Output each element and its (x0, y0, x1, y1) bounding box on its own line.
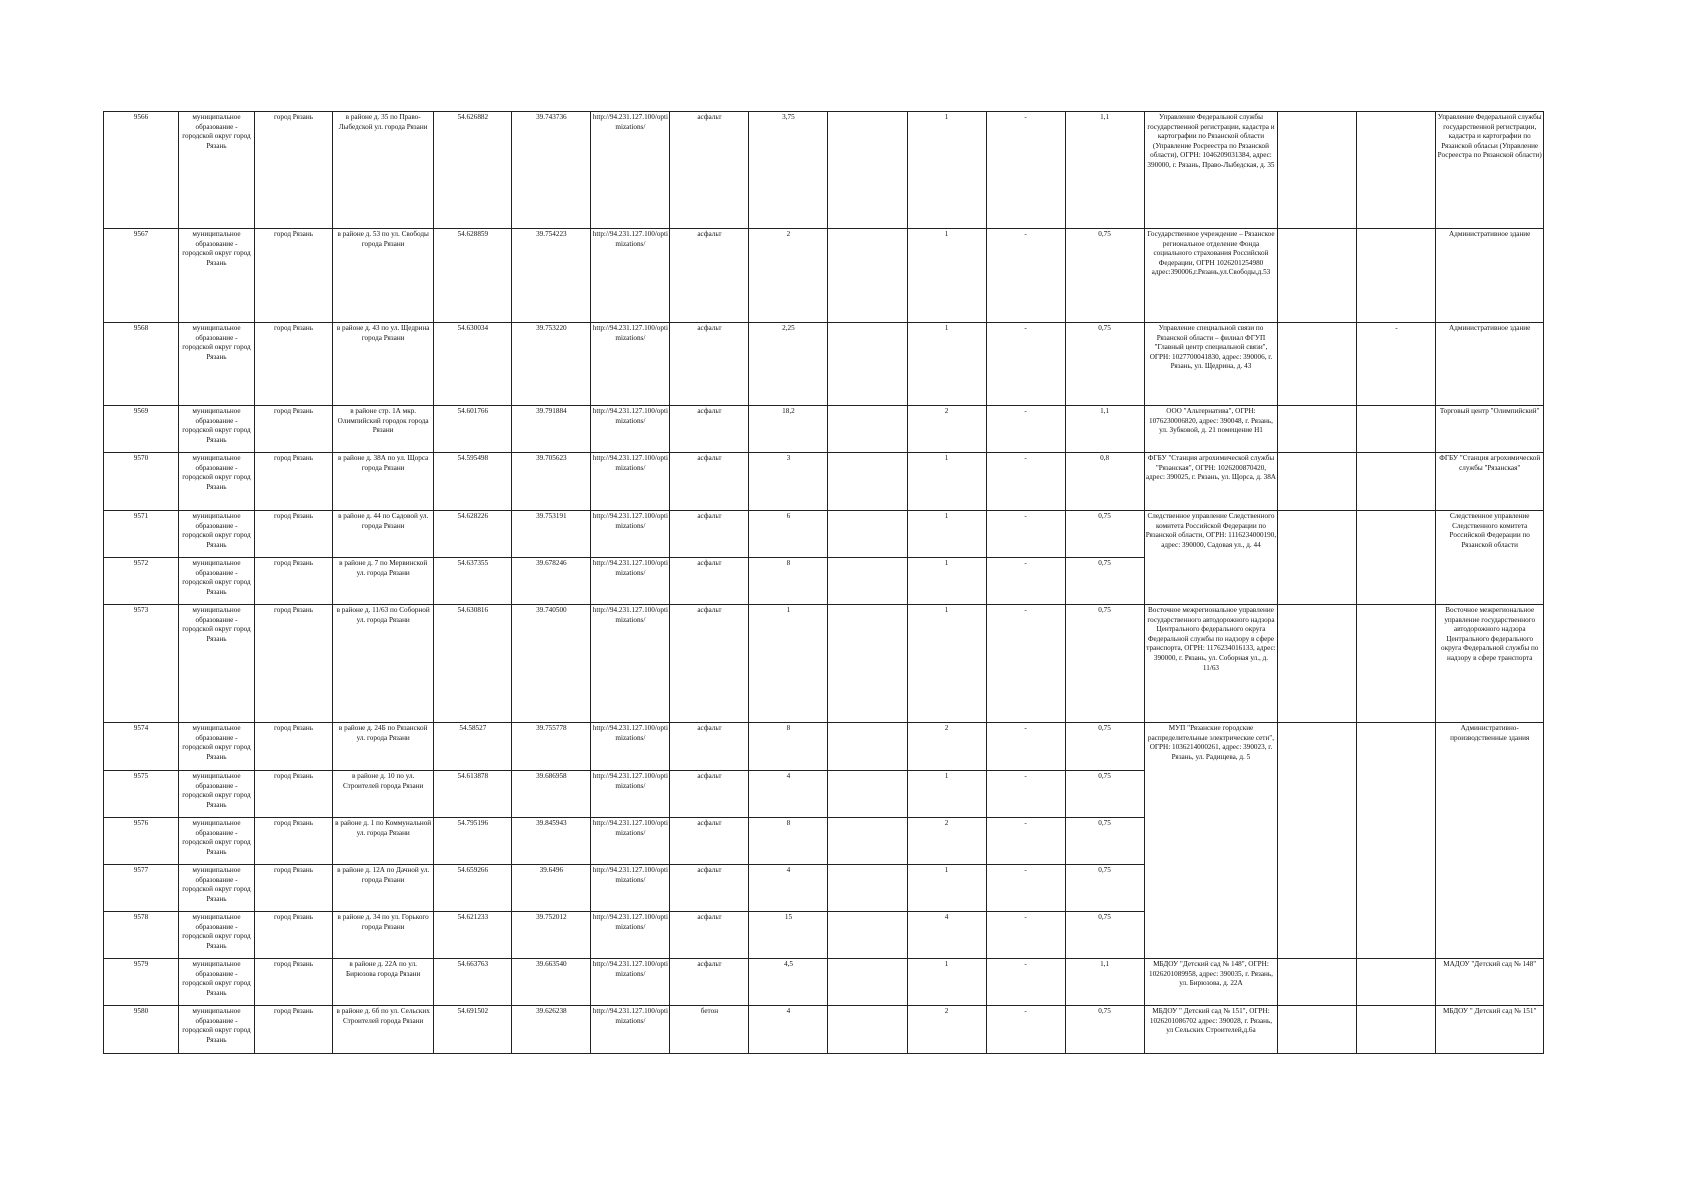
surface-type: асфальт (670, 723, 749, 771)
longitude: 39.754223 (512, 229, 591, 323)
row-number: 9570 (104, 453, 179, 511)
table-row (104, 959, 1544, 1006)
container-count: 2 (907, 406, 986, 453)
column-15 (1278, 453, 1357, 511)
container-volume: 0,75 (1065, 511, 1144, 558)
map-link: http://94.231.127.100/optimizations/ (591, 818, 670, 865)
municipality: муниципальное образование - городской округ город Рязань (178, 818, 254, 865)
area: 4 (749, 771, 828, 818)
address: в районе д. 24Б по Рязанской ул. города Рязани (333, 723, 434, 771)
settlement: город Рязань (254, 912, 332, 959)
address: в районе д. 6б по ул. Сельских Строителей города Рязани (333, 1006, 434, 1054)
column-10 (828, 912, 907, 959)
owner-info: Управление Федеральной службы государственной регистрации, кадастра и картографии по Рязанской области (Управление Росреестра по Рязанской области), ОГРН: 1046209031384, адрес: 390000, г. Рязань, Право-Лыбедская, д. 35 (1144, 112, 1278, 229)
owner-info: МУП "Рязанские городские распределительные электрические сети", ОГРН: 1036214000261, адрес: 390023, г. Рязань, ул. Радищева, д. 5 (1144, 723, 1278, 959)
column-16 (1357, 511, 1436, 605)
address: в районе д. 53 по ул. Свободы города Рязани (333, 229, 434, 323)
longitude: 39.752012 (512, 912, 591, 959)
waste-source: Восточное межрегиональное управление государственного автодорожного надзора Центрального федерального округа Федеральной службы по надзору в сфере транспорта (1436, 605, 1544, 723)
map-link: http://94.231.127.100/optimizations/ (591, 112, 670, 229)
container-volume: 0,8 (1065, 453, 1144, 511)
municipality: муниципальное образование - городской округ город Рязань (178, 723, 254, 771)
municipality: муниципальное образование - городской округ город Рязань (178, 112, 254, 229)
table-row (104, 723, 1544, 771)
settlement: город Рязань (254, 959, 332, 1006)
latitude: 54.795196 (434, 818, 512, 865)
column-15 (1278, 323, 1357, 406)
column-15 (1278, 959, 1357, 1006)
table-row (104, 453, 1544, 511)
table-row (104, 605, 1544, 723)
table-row (104, 511, 1544, 558)
container-count: 1 (907, 771, 986, 818)
container-count: 2 (907, 818, 986, 865)
row-number: 9575 (104, 771, 179, 818)
municipality: муниципальное образование - городской округ город Рязань (178, 912, 254, 959)
column-10 (828, 323, 907, 406)
surface-type: асфальт (670, 605, 749, 723)
container-volume: 1,1 (1065, 406, 1144, 453)
column-10 (828, 818, 907, 865)
registry-table (103, 111, 1544, 1054)
surface-type: бетон (670, 1006, 749, 1054)
area: 4 (749, 865, 828, 912)
column-12: - (986, 959, 1065, 1006)
column-16 (1357, 959, 1436, 1006)
container-count: 1 (907, 511, 986, 558)
container-count: 4 (907, 912, 986, 959)
container-volume: 0,75 (1065, 558, 1144, 605)
container-volume: 0,75 (1065, 323, 1144, 406)
column-12: - (986, 771, 1065, 818)
column-15 (1278, 229, 1357, 323)
row-number: 9577 (104, 865, 179, 912)
address: в районе д. 43 по ул. Щедрина города Рязани (333, 323, 434, 406)
waste-source: Управление Федеральной службы государственной регистрации, кадастра и картографии по Рязанской обласьи (Управление Росреестра по Рязанской области) (1436, 112, 1544, 229)
municipality: муниципальное образование - городской округ город Рязань (178, 558, 254, 605)
area: 3 (749, 453, 828, 511)
container-volume: 0,75 (1065, 771, 1144, 818)
longitude: 39.755778 (512, 723, 591, 771)
area: 1 (749, 605, 828, 723)
container-volume: 0,75 (1065, 865, 1144, 912)
settlement: город Рязань (254, 112, 332, 229)
container-count: 1 (907, 558, 986, 605)
column-15 (1278, 1006, 1357, 1054)
owner-info: Управление специальной связи по Рязанской области – филиал ФГУП "Главный центр специальной связи", ОГРН: 1027700041830, адрес: 390006, г. Рязань, ул. Щедрина, д. 43 (1144, 323, 1278, 406)
settlement: город Рязань (254, 605, 332, 723)
settlement: город Рязань (254, 771, 332, 818)
column-10 (828, 1006, 907, 1054)
map-link: http://94.231.127.100/optimizations/ (591, 323, 670, 406)
area: 8 (749, 818, 828, 865)
column-10 (828, 959, 907, 1006)
owner-info: МБДОУ " Детский сад № 151", ОГРН: 1026201086702 адрес: 390028, г. Рязань, ул Сельских Строителей,д.6а (1144, 1006, 1278, 1054)
surface-type: асфальт (670, 511, 749, 558)
area: 2,25 (749, 323, 828, 406)
latitude: 54.630034 (434, 323, 512, 406)
owner-info: Следственное управление Следственного комитета Российской Федерации по Рязанской области, ОГРН: 1116234000190, адрес: 390000, Садовая ул., д. 44 (1144, 511, 1278, 605)
row-number: 9566 (104, 112, 179, 229)
municipality: муниципальное образование - городской округ город Рязань (178, 959, 254, 1006)
address: в районе д. 22А по ул. Бирюзова города Рязани (333, 959, 434, 1006)
waste-source: Административное здание (1436, 229, 1544, 323)
column-12: - (986, 818, 1065, 865)
waste-source: Административное здание (1436, 323, 1544, 406)
municipality: муниципальное образование - городской округ город Рязань (178, 453, 254, 511)
column-10 (828, 605, 907, 723)
surface-type: асфальт (670, 229, 749, 323)
column-15 (1278, 406, 1357, 453)
map-link: http://94.231.127.100/optimizations/ (591, 453, 670, 511)
surface-type: асфальт (670, 453, 749, 511)
container-count: 1 (907, 959, 986, 1006)
column-12: - (986, 229, 1065, 323)
address: в районе д. 12А по Дачной ул. города Рязани (333, 865, 434, 912)
surface-type: асфальт (670, 558, 749, 605)
longitude: 39.753220 (512, 323, 591, 406)
map-link: http://94.231.127.100/optimizations/ (591, 771, 670, 818)
row-number: 9576 (104, 818, 179, 865)
address: в районе д. 34 по ул. Горького города Рязани (333, 912, 434, 959)
column-12: - (986, 865, 1065, 912)
area: 8 (749, 558, 828, 605)
surface-type: асфальт (670, 865, 749, 912)
map-link: http://94.231.127.100/optimizations/ (591, 406, 670, 453)
latitude: 54.58527 (434, 723, 512, 771)
settlement: город Рязань (254, 406, 332, 453)
surface-type: асфальт (670, 818, 749, 865)
municipality: муниципальное образование - городской округ город Рязань (178, 771, 254, 818)
latitude: 54.628226 (434, 511, 512, 558)
longitude: 39.753191 (512, 511, 591, 558)
settlement: город Рязань (254, 453, 332, 511)
longitude: 39.740500 (512, 605, 591, 723)
row-number: 9579 (104, 959, 179, 1006)
column-15 (1278, 605, 1357, 723)
map-link: http://94.231.127.100/optimizations/ (591, 865, 670, 912)
municipality: муниципальное образование - городской округ город Рязань (178, 406, 254, 453)
longitude: 39.6496 (512, 865, 591, 912)
table-row (104, 406, 1544, 453)
column-15 (1278, 723, 1357, 959)
column-12: - (986, 912, 1065, 959)
row-number: 9574 (104, 723, 179, 771)
address: в районе д. 11/63 по Соборной ул. города Рязани (333, 605, 434, 723)
column-10 (828, 229, 907, 323)
municipality: муниципальное образование - городской округ город Рязань (178, 1006, 254, 1054)
row-number: 9573 (104, 605, 179, 723)
address: в районе стр. 1А мкр. Олимпийский городок города Рязани (333, 406, 434, 453)
area: 6 (749, 511, 828, 558)
surface-type: асфальт (670, 912, 749, 959)
longitude: 39.791884 (512, 406, 591, 453)
area: 4,5 (749, 959, 828, 1006)
container-count: 1 (907, 229, 986, 323)
surface-type: асфальт (670, 959, 749, 1006)
column-10 (828, 406, 907, 453)
address: в районе д. 7 по Мервинской ул. города Рязани (333, 558, 434, 605)
latitude: 54.628859 (434, 229, 512, 323)
row-number: 9568 (104, 323, 179, 406)
latitude: 54.621233 (434, 912, 512, 959)
column-10 (828, 865, 907, 912)
owner-info: Восточное межрегиональное управление государственного автодорожного надзора Центрального федерального округа Федеральной службы по надзору в сфере транспорта, ОГРН: 1176234016133, адрес: 390000, г. Рязань, ул. Соборная ул., д. 11/63 (1144, 605, 1278, 723)
column-15 (1278, 511, 1357, 605)
table-row (104, 1006, 1544, 1054)
container-volume: 0,75 (1065, 605, 1144, 723)
container-count: 1 (907, 112, 986, 229)
row-number: 9567 (104, 229, 179, 323)
column-12: - (986, 112, 1065, 229)
column-12: - (986, 323, 1065, 406)
address: в районе д. 38А по ул. Щорса города Рязани (333, 453, 434, 511)
row-number: 9578 (104, 912, 179, 959)
table-row (104, 229, 1544, 323)
column-10 (828, 558, 907, 605)
column-16 (1357, 406, 1436, 453)
owner-info: ФГБУ "Станция агрохимической службы "Рязанская", ОГРН: 1026200870420, адрес: 390025, г. Рязань, ул. Щорса, д. 38А (1144, 453, 1278, 511)
waste-source: МАДОУ "Детский сад № 148" (1436, 959, 1544, 1006)
container-count: 2 (907, 1006, 986, 1054)
container-volume: 0,75 (1065, 912, 1144, 959)
waste-source: Торговый центр "Олимпийский" (1436, 406, 1544, 453)
latitude: 54.595498 (434, 453, 512, 511)
address: в районе д. 44 по Садовой ул. города Рязани (333, 511, 434, 558)
surface-type: асфальт (670, 771, 749, 818)
latitude: 54.691502 (434, 1006, 512, 1054)
longitude: 39.686958 (512, 771, 591, 818)
map-link: http://94.231.127.100/optimizations/ (591, 1006, 670, 1054)
container-volume: 0,75 (1065, 229, 1144, 323)
column-12: - (986, 723, 1065, 771)
column-12: - (986, 406, 1065, 453)
area: 4 (749, 1006, 828, 1054)
container-volume: 0,75 (1065, 1006, 1144, 1054)
table-row (104, 323, 1544, 406)
container-volume: 0,75 (1065, 818, 1144, 865)
settlement: город Рязань (254, 723, 332, 771)
settlement: город Рязань (254, 865, 332, 912)
column-10 (828, 511, 907, 558)
column-10 (828, 771, 907, 818)
container-count: 1 (907, 865, 986, 912)
column-16 (1357, 605, 1436, 723)
municipality: муниципальное образование - городской округ город Рязань (178, 865, 254, 912)
longitude: 39.845943 (512, 818, 591, 865)
surface-type: асфальт (670, 112, 749, 229)
map-link: http://94.231.127.100/optimizations/ (591, 605, 670, 723)
area: 15 (749, 912, 828, 959)
map-link: http://94.231.127.100/optimizations/ (591, 229, 670, 323)
municipality: муниципальное образование - городской округ город Рязань (178, 605, 254, 723)
settlement: город Рязань (254, 323, 332, 406)
container-count: 2 (907, 723, 986, 771)
column-10 (828, 453, 907, 511)
waste-source: Следственное управление Следственного комитета Российской Федерации по Рязанской области (1436, 511, 1544, 605)
column-12: - (986, 453, 1065, 511)
map-link: http://94.231.127.100/optimizations/ (591, 558, 670, 605)
column-12: - (986, 558, 1065, 605)
latitude: 54.613878 (434, 771, 512, 818)
column-16 (1357, 229, 1436, 323)
latitude: 54.601766 (434, 406, 512, 453)
municipality: муниципальное образование - городской округ город Рязань (178, 511, 254, 558)
surface-type: асфальт (670, 323, 749, 406)
map-link: http://94.231.127.100/optimizations/ (591, 912, 670, 959)
settlement: город Рязань (254, 558, 332, 605)
longitude: 39.705623 (512, 453, 591, 511)
row-number: 9571 (104, 511, 179, 558)
waste-source: ФГБУ "Станция агрохимической службы "Рязанская" (1436, 453, 1544, 511)
row-number: 9580 (104, 1006, 179, 1054)
address: в районе д. 10 по ул. Строителей города Рязани (333, 771, 434, 818)
owner-info: МБДОУ "Детский сад № 148", ОГРН: 1026201089958, адрес: 390035, г. Рязань, ул. Бирюзова, д. 22А (1144, 959, 1278, 1006)
municipality: муниципальное образование - городской округ город Рязань (178, 229, 254, 323)
settlement: город Рязань (254, 818, 332, 865)
surface-type: асфальт (670, 406, 749, 453)
owner-info: ООО "Альтернатива", ОГРН: 1076230006820, адрес: 390048, г. Рязань, ул. Зубковой, д. 21 помещение Н1 (1144, 406, 1278, 453)
map-link: http://94.231.127.100/optimizations/ (591, 723, 670, 771)
column-12: - (986, 511, 1065, 558)
waste-source: МБДОУ " Детский сад № 151" (1436, 1006, 1544, 1054)
row-number: 9569 (104, 406, 179, 453)
container-count: 1 (907, 605, 986, 723)
municipality: муниципальное образование - городской округ город Рязань (178, 323, 254, 406)
column-12: - (986, 1006, 1065, 1054)
column-15 (1278, 112, 1357, 229)
column-10 (828, 112, 907, 229)
column-16 (1357, 723, 1436, 959)
settlement: город Рязань (254, 229, 332, 323)
column-12: - (986, 605, 1065, 723)
registry-sheet (103, 111, 1544, 1054)
container-count: 1 (907, 453, 986, 511)
latitude: 54.637355 (434, 558, 512, 605)
row-number: 9572 (104, 558, 179, 605)
waste-source: Административно-производственные здания (1436, 723, 1544, 959)
latitude: 54.663763 (434, 959, 512, 1006)
area: 3,75 (749, 112, 828, 229)
container-volume: 1,1 (1065, 959, 1144, 1006)
map-link: http://94.231.127.100/optimizations/ (591, 959, 670, 1006)
latitude: 54.626882 (434, 112, 512, 229)
longitude: 39.626238 (512, 1006, 591, 1054)
table-row (104, 112, 1544, 229)
area: 2 (749, 229, 828, 323)
settlement: город Рязань (254, 1006, 332, 1054)
container-volume: 0,75 (1065, 723, 1144, 771)
area: 8 (749, 723, 828, 771)
map-link: http://94.231.127.100/optimizations/ (591, 511, 670, 558)
column-10 (828, 723, 907, 771)
area: 18,2 (749, 406, 828, 453)
container-count: 1 (907, 323, 986, 406)
column-16 (1357, 453, 1436, 511)
owner-info: Государственное учреждение – Рязанское региональное отделение Фонда социального страхования Российской Федерации, ОГРН 1026201254980 адрес:390006,г.Рязань,ул.Свободы,д.53 (1144, 229, 1278, 323)
address: в районе д. 1 по Коммунальной ул. города Рязани (333, 818, 434, 865)
column-16 (1357, 112, 1436, 229)
longitude: 39.743736 (512, 112, 591, 229)
settlement: город Рязань (254, 511, 332, 558)
address: в районе д. 35 по Право-Лыбедской ул. города Рязани (333, 112, 434, 229)
latitude: 54.659266 (434, 865, 512, 912)
container-volume: 1,1 (1065, 112, 1144, 229)
column-16: - (1357, 323, 1436, 406)
latitude: 54.630816 (434, 605, 512, 723)
column-16 (1357, 1006, 1436, 1054)
longitude: 39.663540 (512, 959, 591, 1006)
longitude: 39.678246 (512, 558, 591, 605)
